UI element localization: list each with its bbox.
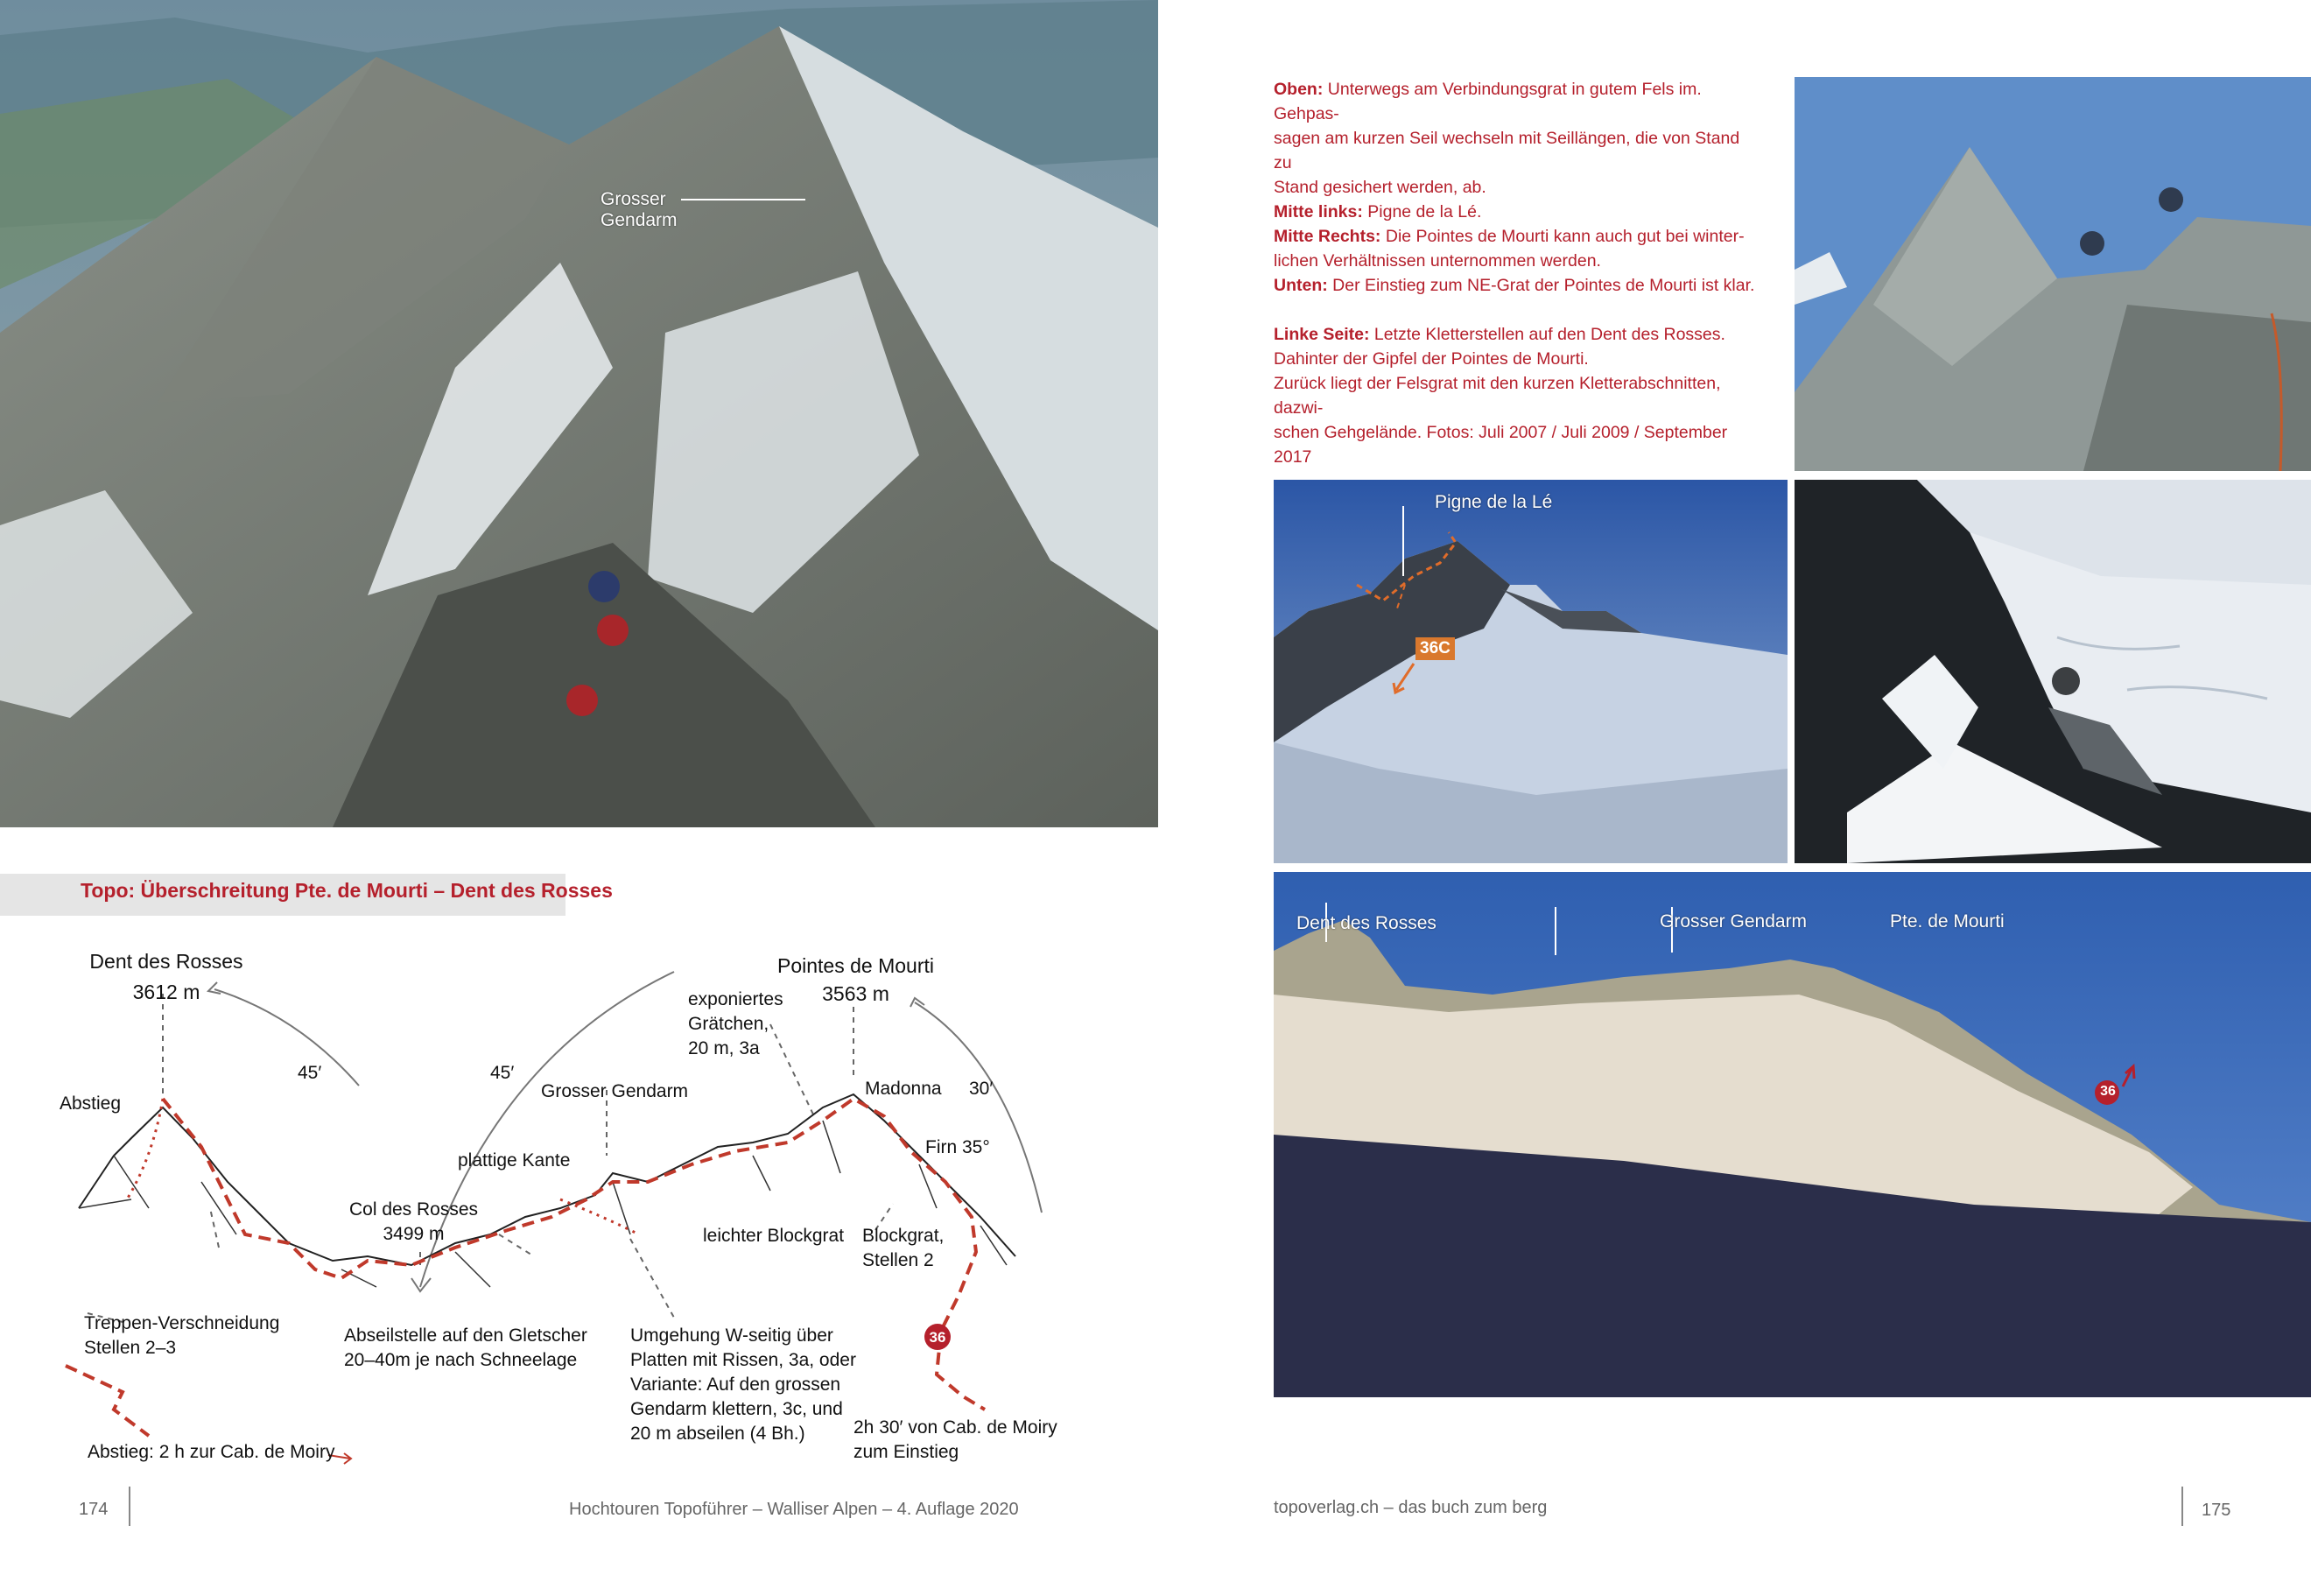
topo-umgehung-5: 20 m abseilen (4 Bh.) [630, 1424, 805, 1444]
topo-dent-name: Dent des Rosses [89, 950, 243, 973]
topo-umgehung-1: Umgehung W-seitig über [630, 1325, 833, 1346]
topo-exponiert-3: 20 m, 3a [688, 1038, 760, 1058]
caption-mitte-rechts-text: Die Pointes de Mourti kann auch gut bei winter- [1380, 227, 1745, 246]
topo-exponiert-1: exponiertes [688, 989, 783, 1009]
caption-linke-text-2: Dahinter der Gipfel der Pointes de Mourti. [1274, 349, 1589, 369]
photo-mid-left [1274, 480, 1788, 863]
topo-plattige-kante: plattige Kante [458, 1150, 571, 1171]
caption-mitte-rechts-label: Mitte Rechts: [1274, 227, 1381, 246]
pigne-label: Pigne de la Lé [1435, 492, 1553, 512]
footer-divider-left [129, 1487, 130, 1526]
topo-exponiert-2: Grätchen, [688, 1014, 769, 1034]
topo-abseil-1: Abseilstelle auf den Gletscher [344, 1325, 587, 1346]
footer-site: topoverlag.ch – das buch zum berg [1274, 1498, 1548, 1517]
topo-umgehung-3: Variante: Auf den grossen [630, 1375, 841, 1395]
bottom-label-gendarm: Grosser Gendarm [1660, 911, 1808, 932]
topo-col-alt: 3499 m [383, 1224, 445, 1244]
topo-time-45a: 45′ [298, 1063, 322, 1083]
topo-time-30: 30′ [969, 1079, 994, 1099]
caption-linke-text-3: Zurück liegt der Felsgrat mit den kurzen Kletterabschnitten, dazwi- [1274, 374, 1721, 418]
caption-unten-text: Der Einstieg zum NE-Grat der Pointes de Mourti ist klar. [1327, 276, 1755, 295]
topo-treppen-1: Treppen-Verschneidung [84, 1313, 280, 1333]
caption-mitte-links-text: Pigne de la Lé. [1362, 202, 1482, 221]
caption-oben-label: Oben: [1274, 80, 1324, 99]
topo-treppen-2: Stellen 2–3 [84, 1338, 177, 1358]
route-badge-36c: 36C [1415, 637, 1455, 660]
topo-umgehung-2: Platten mit Rissen, 3a, oder [630, 1350, 856, 1370]
caption-oben-text-2: sagen am kurzen Seil wechseln mit Seillängen, die von Stand zu [1274, 129, 1740, 172]
caption-unten-label: Unten: [1274, 276, 1328, 295]
topo-grosser-gendarm: Grosser Gendarm [541, 1081, 689, 1101]
topo-blockgrat-2: Stellen 2 [862, 1250, 934, 1270]
topo-leichter-blockgrat: leichter Blockgrat [703, 1226, 845, 1246]
page-number-left: 174 [79, 1500, 109, 1519]
topo-pointes-name: Pointes de Mourti [777, 954, 934, 977]
topo-zustieg-2: zum Einstieg [853, 1442, 959, 1462]
caption-mitte-links-label: Mitte links: [1274, 202, 1363, 221]
topo-abseil-2: 20–40m je nach Schneelage [344, 1350, 578, 1370]
photo-bottom-right [1274, 872, 2311, 1397]
topo-diagram [0, 919, 1158, 1488]
topo-firn: Firn 35° [925, 1137, 990, 1157]
topo-blockgrat-1: Blockgrat, [862, 1226, 945, 1246]
topo-col-name: Col des Rosses [348, 1199, 479, 1220]
topo-route-badge: 36 [929, 1329, 946, 1346]
hero-label-gendarm: Gendarm [601, 210, 678, 230]
caption-oben-text: Unterwegs am Verbindungsgrat in gutem Fels im. Gehpas- [1274, 80, 1702, 123]
footer-book-title: Hochtouren Topoführer – Walliser Alpen – 4. Auflage 2020 [569, 1500, 1019, 1519]
caption-linke-label: Linke Seite: [1274, 325, 1370, 344]
topo-dent-alt: 3612 m [132, 981, 200, 1003]
topo-abstieg: Abstieg [60, 1093, 122, 1114]
topo-title: Topo: Überschreitung Pte. de Mourti – Dent des Rosses [81, 879, 613, 902]
bottom-label-dent: Dent des Rosses [1296, 913, 1436, 933]
caption-oben-text-3: Stand gesichert werden, ab. [1274, 178, 1486, 197]
caption-linke-text-4: schen Gehgelände. Fotos: Juli 2007 / Juli 2009 / September 2017 [1274, 423, 1728, 467]
bottom-route-badge: 36 [2100, 1084, 2116, 1099]
page-number-right: 175 [2202, 1501, 2231, 1520]
bottom-label-mourti: Pte. de Mourti [1890, 911, 2005, 932]
topo-zustieg-1: 2h 30′ von Cab. de Moiry [853, 1417, 1057, 1438]
topo-abstieg-moiry: Abstieg: 2 h zur Cab. de Moiry [88, 1442, 335, 1462]
topo-time-45b: 45′ [490, 1063, 515, 1083]
photo-mid-right [1795, 480, 2311, 863]
caption-mitte-rechts-text-2: lichen Verhältnissen unternommen werden. [1274, 251, 1601, 271]
topo-pointes-alt: 3563 m [822, 982, 889, 1005]
hero-label-grosser: Grosser [601, 189, 666, 209]
photo-caption [1274, 77, 1760, 469]
footer-divider-right [2181, 1487, 2183, 1526]
topo-madonna: Madonna [865, 1079, 942, 1099]
caption-linke-text: Letzte Kletterstellen auf den Dent des Rosses. [1369, 325, 1725, 344]
photo-top-right [1795, 77, 2311, 471]
topo-umgehung-4: Gendarm klettern, 3c, und [630, 1399, 843, 1419]
hero-photo [0, 0, 1158, 827]
